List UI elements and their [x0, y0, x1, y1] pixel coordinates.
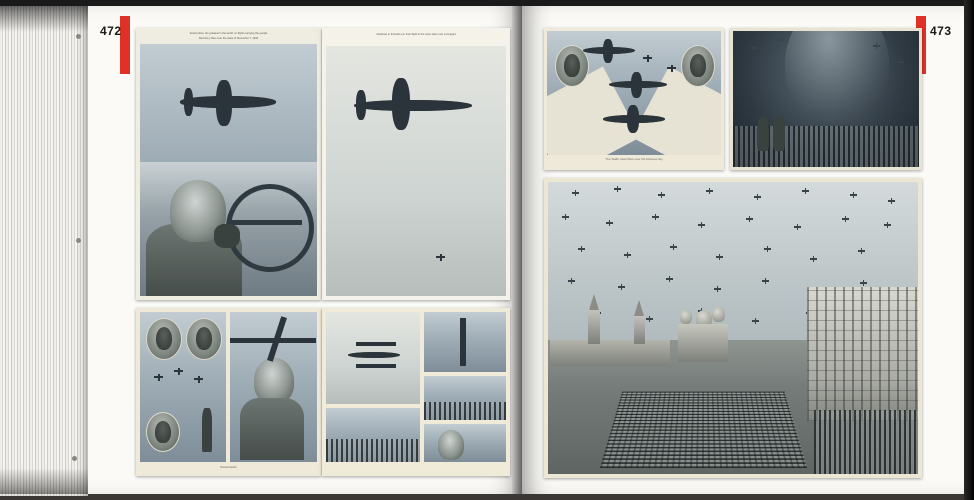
- plate-473-top-left-photo: [547, 31, 721, 155]
- right-page: [522, 6, 964, 494]
- propeller-hub: [460, 318, 466, 366]
- massed-troop-formations: [600, 392, 807, 468]
- portrait-medallion-right: [681, 45, 715, 87]
- control-wheel: [226, 184, 314, 272]
- book-page-edges: [0, 6, 88, 496]
- goggled-pilot-torso: [240, 398, 304, 460]
- plate-472-bottom-left-photo-b: [230, 312, 317, 462]
- night-plane-1: [751, 47, 758, 49]
- portrait-medallion-2: [186, 318, 222, 360]
- st-basils-dome-3: [680, 310, 692, 324]
- pilot-gloved-hand: [214, 224, 240, 248]
- background-bottom: [0, 494, 974, 500]
- night-plane-2: [777, 39, 784, 41]
- formation-plane-2: [174, 370, 183, 372]
- portrait-medallion-1: [146, 318, 182, 360]
- gum-department-store: [807, 287, 918, 421]
- right-page-folio: 473: [930, 24, 952, 38]
- plate-472-bottom-right: [322, 308, 510, 476]
- crowd-figure-foreground-2: [773, 115, 785, 151]
- distant-plane-a: [643, 57, 652, 59]
- plate-472-top-right-photo: [326, 46, 506, 296]
- crowd-photo-a: [424, 376, 506, 420]
- bomber-wing-right: [392, 78, 410, 130]
- bomber-aircraft-right: [354, 100, 472, 111]
- spectator-crowd-right: [814, 410, 918, 474]
- night-plane-3: [873, 45, 880, 47]
- book-edge-shadow-bottom: [0, 468, 88, 494]
- plate-472-top-left-subcaption: Red Army fliers over the skies of November 7, 1934: [198, 37, 259, 40]
- book-edge-shadow-top: [0, 6, 88, 32]
- biplane-photo: [326, 312, 420, 404]
- propeller-detail-photo: [424, 312, 506, 372]
- plate-472-top-left: [136, 28, 321, 300]
- plate-472-bottom-left-photo-a: [140, 312, 226, 462]
- plate-473-top-right-photo: [733, 31, 919, 167]
- night-plane-4: [897, 61, 904, 63]
- formation-plane-1: [154, 376, 163, 378]
- plate-473-top-left: [544, 28, 724, 170]
- kremlin-wall: [550, 340, 670, 366]
- plate-472-top-left-caption: Soviet pilots, the greatest in the world, on flights carrying the people: [189, 32, 268, 35]
- plate-472-bottom-left-caption: Parachutists: [220, 465, 237, 469]
- pilot-at-controls: [140, 162, 317, 296]
- transport-plane-1-wing: [603, 39, 613, 63]
- transport-plane-2-wing: [631, 72, 642, 98]
- st-basils-body: [678, 324, 728, 362]
- kremlin-tower-2-spire: [634, 300, 644, 316]
- portrait-medallion-3: [146, 412, 180, 452]
- formation-plane-3: [194, 378, 203, 380]
- portrait-head: [438, 430, 464, 460]
- left-page: [88, 6, 522, 494]
- standing-figure: [202, 408, 212, 452]
- left-page-folio: 472: [100, 24, 122, 38]
- bomber-tail-right: [356, 90, 366, 120]
- crowd-figures-b: [326, 439, 420, 462]
- kremlin-tower-1-spire: [589, 294, 599, 310]
- background-right: [964, 0, 974, 500]
- biplane-upper-wing: [356, 342, 396, 346]
- distant-plane-b: [667, 67, 676, 69]
- plate-472-top-left-photo: [140, 44, 317, 296]
- biplane-aircraft: [348, 352, 400, 358]
- red-square-parade-photo: [548, 182, 918, 474]
- plate-472-top-right-caption: Airplanes in formation on their flight to the outer skies over Leningrad: [376, 33, 456, 36]
- edge-mark-lower: [72, 456, 77, 461]
- biplane-lower-wing: [356, 364, 396, 368]
- crowd-figures-a: [424, 402, 506, 420]
- kremlin-tower-2: [634, 314, 645, 344]
- control-wheel-spoke-h: [230, 220, 302, 225]
- st-basils-dome-2: [712, 307, 725, 322]
- portrait-photo-bottom: [424, 424, 506, 462]
- crowd-figure-foreground: [757, 117, 769, 151]
- crowd-photo-b: [326, 408, 420, 462]
- wing-strut: [230, 338, 316, 343]
- plate-473-bottom: [544, 178, 922, 478]
- plate-473-top-right: [730, 28, 922, 170]
- kremlin-tower-1: [588, 308, 600, 344]
- bomber-aircraft-distant: [436, 256, 445, 258]
- plate-472-bottom-left: [136, 308, 321, 476]
- edge-mark-middle: [76, 238, 81, 243]
- transport-plane-3-wing: [627, 105, 639, 133]
- plate-472-top-right: [322, 28, 510, 300]
- edge-mark-upper: [76, 34, 81, 39]
- bomber-tail-large: [184, 88, 193, 116]
- plate-473-top-left-caption: The Stalin route fliers over the Moscow sky: [605, 157, 663, 161]
- bomber-wing-large: [216, 80, 232, 126]
